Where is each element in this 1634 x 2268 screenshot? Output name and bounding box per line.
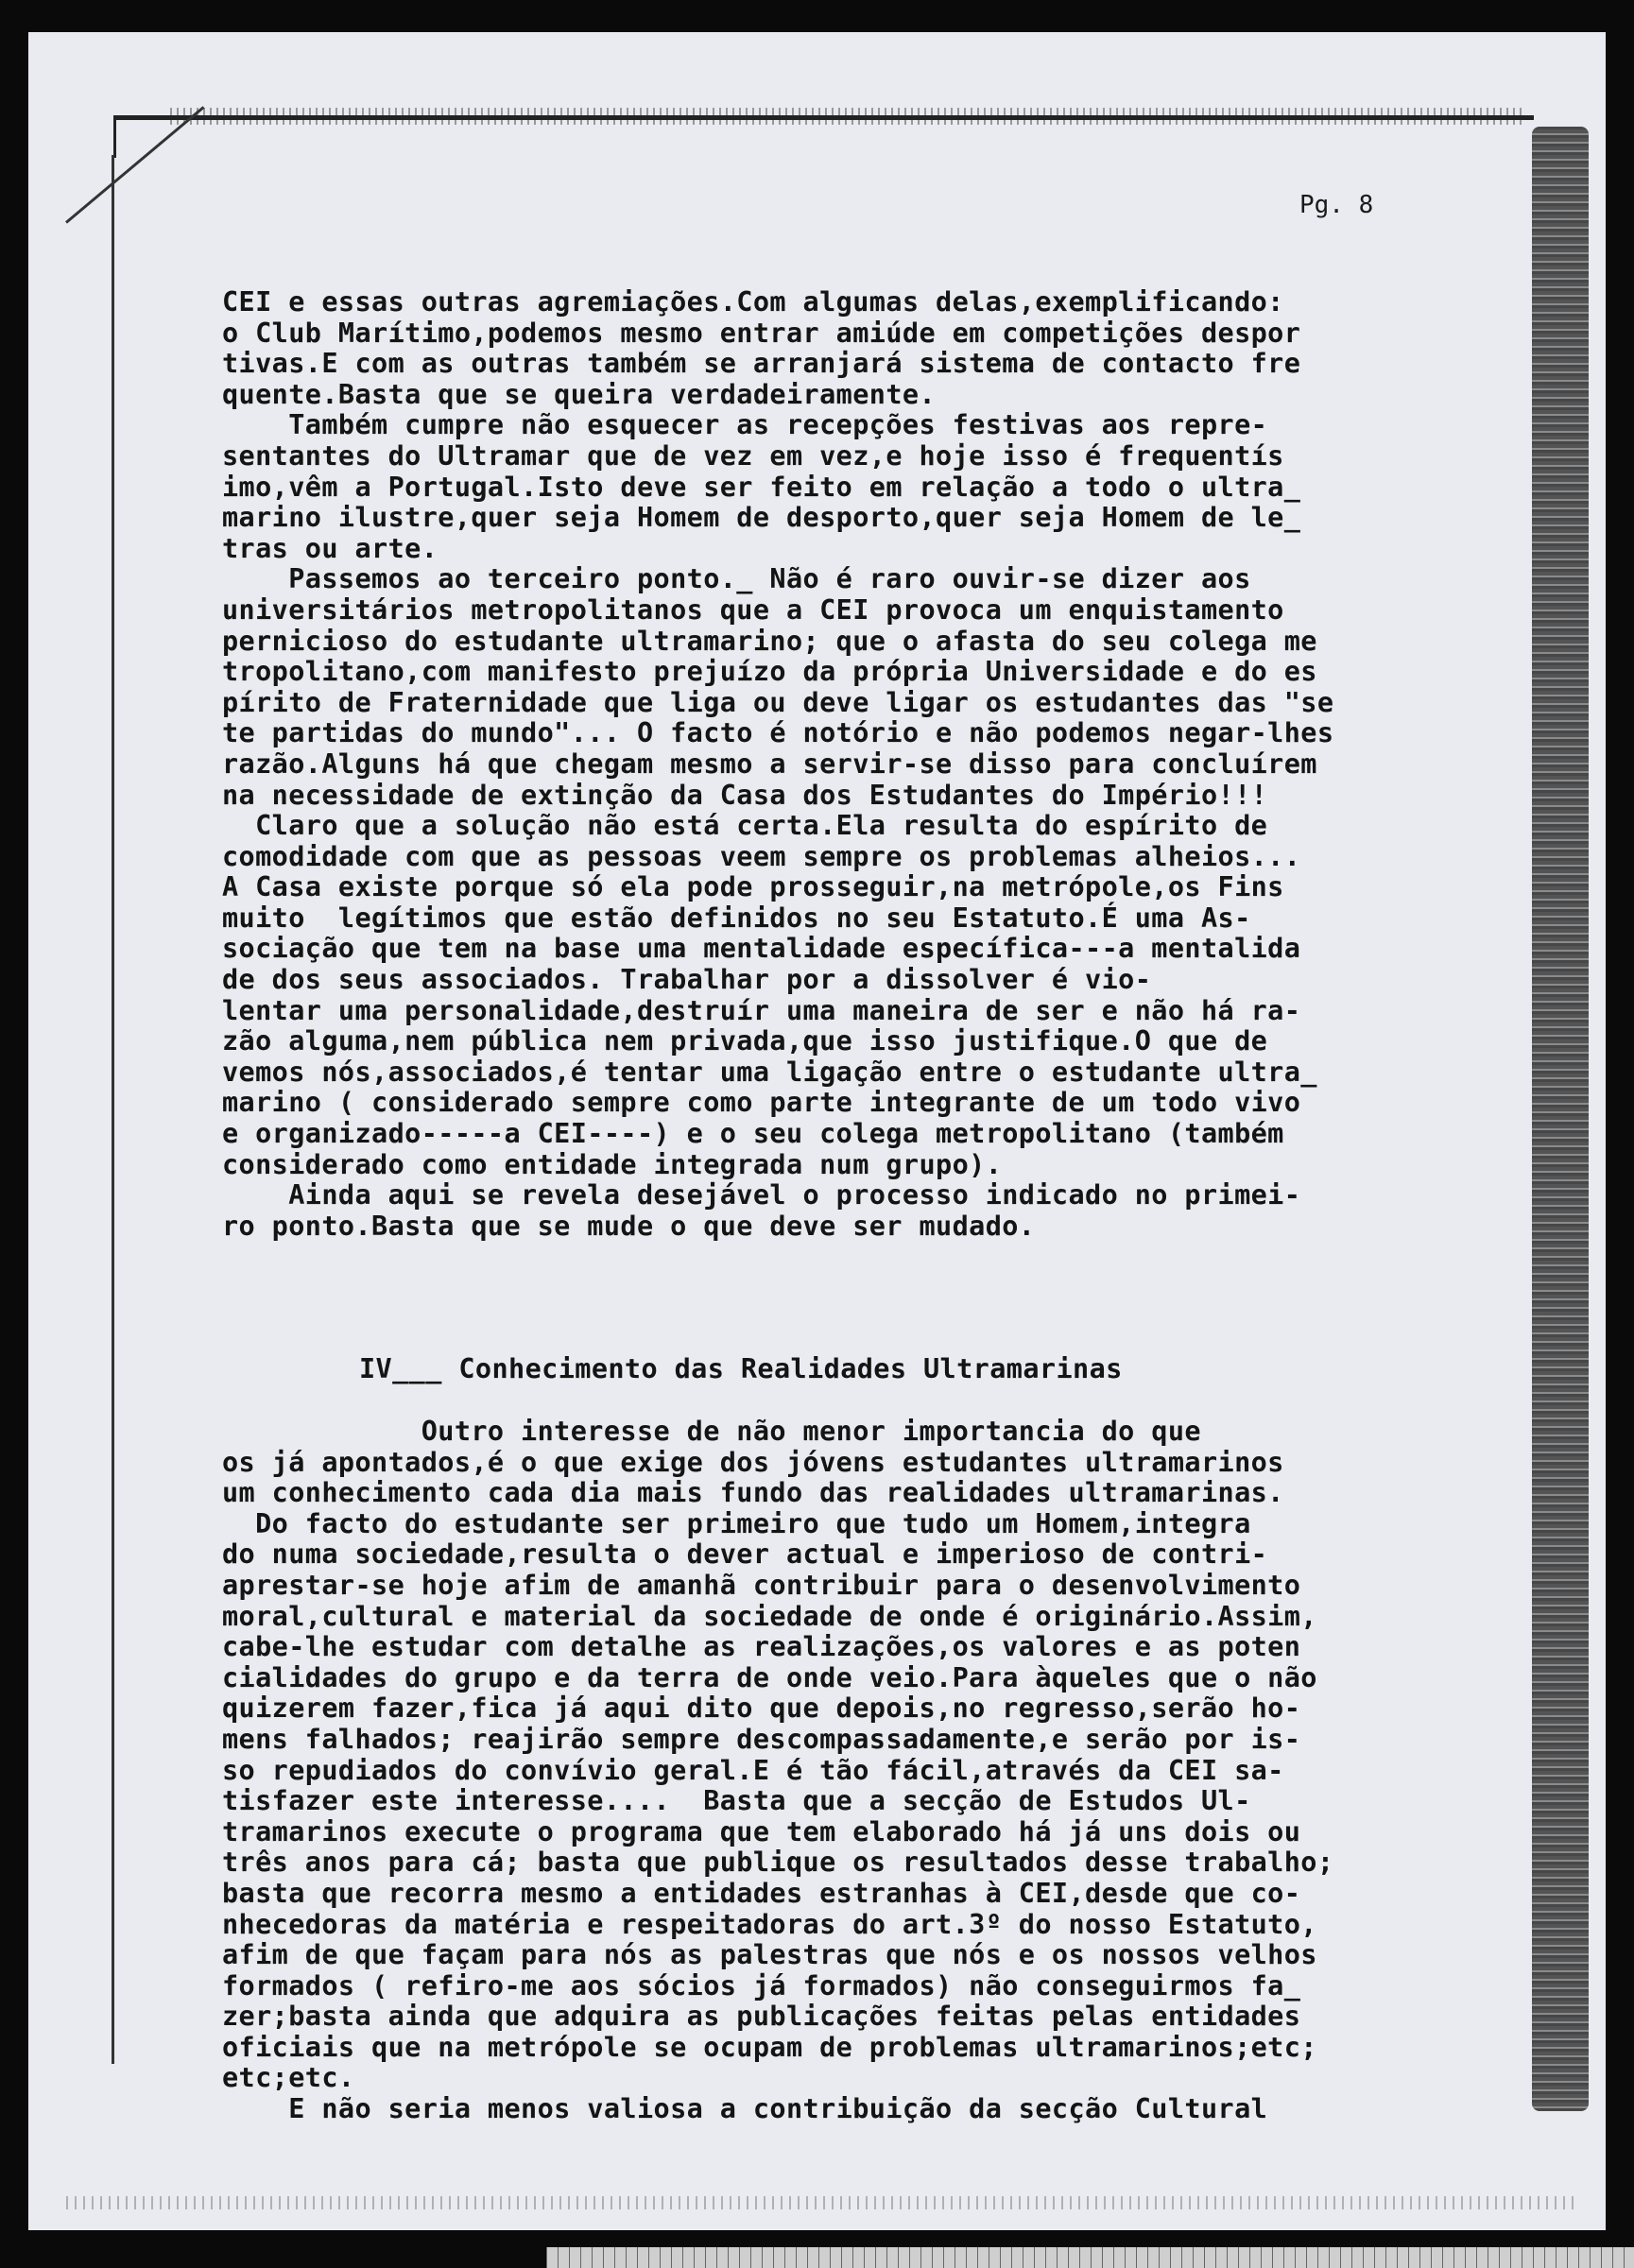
text-line: tropolitano,com manifesto prejuízo da própria Universidade e do es	[222, 656, 1317, 688]
text-line: ro ponto.Basta que se mude o que deve ser mudado.	[222, 1210, 1036, 1242]
body-text-part-2	[222, 1417, 1536, 2125]
scan-noise-bottom	[66, 2196, 1578, 2209]
text-line: três anos para cá; basta que publique os resultados desse trabalho;	[222, 1847, 1334, 1879]
text-line: um conhecimento cada dia mais fundo das realidades ultramarinas.	[222, 1477, 1284, 1509]
scan-shadow-right	[1532, 127, 1589, 2111]
text-line: zer;basta ainda que adquira as publicações feitas pelas entidades	[222, 2001, 1301, 2033]
body-text-part-1	[222, 287, 1536, 1242]
text-line: universitários metropolitanos que a CEI provoca um enquistamento	[222, 593, 1284, 626]
text-line: marino ( considerado sempre como parte integrante de um todo vivo	[222, 1087, 1301, 1119]
text-line: te partidas do mundo"... O facto é notório e não podemos negar-lhes	[222, 717, 1334, 749]
text-line: do numa sociedade,resulta o dever actual e imperioso de contri-	[222, 1538, 1268, 1571]
text-line: Ainda aqui se revela desejável o processo indicado no primei-	[222, 1179, 1301, 1211]
text-line: sociação que tem na base uma mentalidade específica---a mentalida	[222, 933, 1301, 965]
text-line: lentar uma personalidade,destruír uma maneira de ser e não há ra-	[222, 994, 1301, 1026]
text-line: mens falhados; reajirão sempre descompassadamente,e serão por is-	[222, 1723, 1301, 1755]
text-line: de dos seus associados. Trabalhar por a dissolver é vio-	[222, 964, 1152, 996]
text-line: basta que recorra mesmo a entidades estranhas à CEI,desde que co-	[222, 1877, 1301, 1909]
text-line: muito legítimos que estão definidos no seu Estatuto.É uma As-	[222, 902, 1251, 934]
scale-ruler	[546, 2247, 1634, 2268]
page-number: Pg. 8	[1299, 191, 1374, 219]
document-page	[28, 32, 1606, 2230]
text-line: pernicioso do estudante ultramarino; que o afasta do seu colega me	[222, 625, 1317, 657]
text-line: CEI e essas outras agremiações.Com algumas delas,exemplificando:	[222, 286, 1284, 318]
page-border-left	[112, 155, 114, 2064]
text-line: tras ou arte.	[222, 532, 439, 564]
text-line: tramarinos execute o programa que tem elaborado há já uns dois ou	[222, 1815, 1301, 1847]
text-line: cabe-lhe estudar com detalhe as realizações,os valores e as poten	[222, 1631, 1301, 1663]
text-line: so repudiados do convívio geral.E é tão fácil,através da CEI sa-	[222, 1754, 1284, 1786]
text-line: imo,vêm a Portugal.Isto deve ser feito em relação a todo o ultra_	[222, 471, 1301, 503]
text-line: formados ( refiro-me aos sócios já formados) não conseguirmos fa_	[222, 1969, 1301, 2002]
text-line: E não seria menos valiosa a contribuição da secção Cultural	[222, 2093, 1268, 2125]
text-line: moral,cultural e material da sociedade de onde é originário.Assim,	[222, 1600, 1317, 1632]
text-line: considerado como entidade integrada num grupo).	[222, 1148, 1003, 1180]
text-line: tisfazer este interesse.... Basta que a secção de Estudos Ul-	[222, 1785, 1251, 1817]
text-line: tivas.E com as outras também se arranjará sistema de contacto fre	[222, 348, 1301, 380]
text-line: Passemos ao terceiro ponto._ Não é raro ouvir-se dizer aos	[222, 563, 1251, 595]
text-line: nhecedoras da matéria e respeitadoras do art.3º do nosso Estatuto,	[222, 1908, 1317, 1940]
text-line: vemos nós,associados,é tentar uma ligação entre o estudante ultra_	[222, 1056, 1317, 1088]
text-line: comodidade com que as pessoas veem sempre os problemas alheios...	[222, 840, 1301, 872]
text-line: pírito de Fraternidade que liga ou deve ligar os estudantes das "se	[222, 686, 1334, 718]
page-border-top	[113, 115, 1534, 158]
ruler-ticks	[546, 2247, 1634, 2268]
text-line: afim de que façam para nós as palestras que nós e os nossos velhos	[222, 1939, 1317, 1971]
text-line: na necessidade de extinção da Casa dos Estudantes do Império!!!	[222, 779, 1268, 811]
text-line: aprestar-se hoje afim de amanhã contribuir para o desenvolvimento	[222, 1569, 1301, 1601]
text-line: Outro interesse de não menor importancia do que	[222, 1416, 1201, 1447]
text-line: Claro que a solução não está certa.Ela resulta do espírito de	[222, 810, 1268, 842]
text-line: os já apontados,é o que exige dos jóvens estudantes ultramarinos	[222, 1446, 1284, 1478]
text-line: razão.Alguns há que chegam mesmo a servir-se disso para concluírem	[222, 747, 1317, 780]
text-line: A Casa existe porque só ela pode prosseguir,na metrópole,os Fins	[222, 871, 1284, 903]
text-line: cialidades do grupo e da terra de onde veio.Para àqueles que o não	[222, 1661, 1317, 1693]
text-line: o Club Marítimo,podemos mesmo entrar amiúde em competições despor	[222, 317, 1301, 349]
section-heading: IV___ Conhecimento das Realidades Ultramarinas	[359, 1353, 1123, 1384]
text-line: e organizado-----a CEI----) e o seu colega metropolitano (também	[222, 1118, 1284, 1150]
text-line: quizerem fazer,fica já aqui dito que depois,no regresso,serão ho-	[222, 1692, 1301, 1725]
text-line: quente.Basta que se queira verdadeiramente.	[222, 378, 937, 410]
text-line: Do facto do estudante ser primeiro que tudo um Homem,integra	[222, 1507, 1251, 1539]
text-line: marino ilustre,quer seja Homem de desporto,quer seja Homem de le_	[222, 502, 1301, 534]
text-line: oficiais que na metrópole se ocupam de problemas ultramarinos;etc;	[222, 2031, 1317, 2063]
text-line: etc;etc.	[222, 2062, 355, 2094]
text-line: sentantes do Ultramar que de vez em vez,e hoje isso é frequentís	[222, 439, 1284, 472]
text-line: Também cumpre não esquecer as recepções festivas aos repre-	[222, 409, 1268, 441]
text-line: zão alguma,nem pública nem privada,que isso justifique.O que de	[222, 1025, 1268, 1057]
